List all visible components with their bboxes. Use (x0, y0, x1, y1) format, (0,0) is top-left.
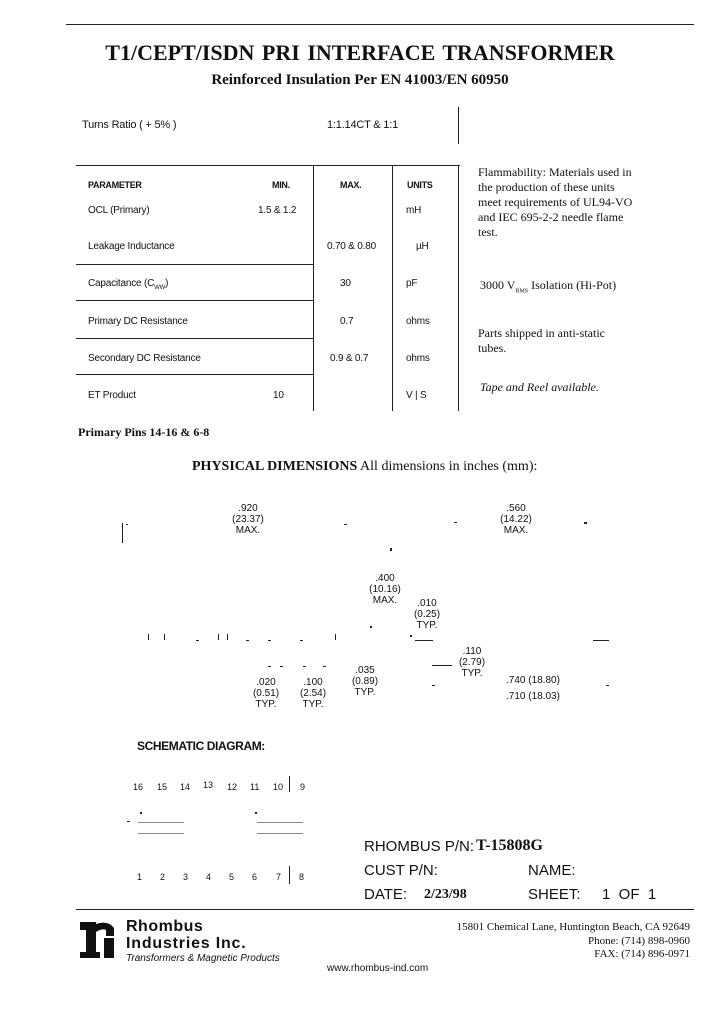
row-primary-dcr-max: 0.7 (340, 316, 354, 327)
drawing-mark (370, 626, 372, 628)
schematic-heading: SCHEMATIC DIAGRAM: (137, 739, 265, 753)
row-leakage-units: µH (416, 241, 429, 252)
drawing-mark (268, 666, 271, 667)
row-et-product-min: 10 (273, 390, 284, 401)
row-primary-dcr-units: ohms (406, 316, 430, 327)
dimensions-heading: PHYSICAL DIMENSIONS All dimensions in inches (mm): (192, 459, 538, 474)
schematic-mark (255, 812, 257, 814)
drawing-mark (122, 523, 123, 543)
drawing-mark (323, 666, 326, 667)
row-divider (76, 338, 313, 339)
part-number-value: T-15808G (476, 837, 543, 854)
dim-010: .010 (0.25) TYP. (413, 598, 441, 631)
pin-label: 10 (273, 782, 284, 792)
page-title: T1/CEPT/ISDN PRI INTERFACE TRANSFORMER (105, 40, 615, 65)
turns-divider (458, 107, 459, 144)
drawing-mark (280, 666, 283, 667)
drawing-mark (303, 666, 306, 667)
drawing-mark (164, 634, 165, 640)
schematic-mark (127, 821, 130, 822)
top-rule (66, 24, 694, 25)
row-divider (76, 374, 313, 375)
table-max-col-right (392, 165, 393, 411)
dim-400: .400 (10.16) MAX. (369, 573, 401, 606)
drawing-mark (606, 685, 609, 686)
schematic-mark (257, 833, 303, 834)
drawing-mark (196, 640, 199, 641)
sheet-value: 1 OF 1 (602, 886, 657, 903)
table-right-rule (458, 165, 459, 411)
pin-label: 3 (183, 872, 189, 882)
company-fax: FAX: (714) 896-0971 (594, 948, 690, 960)
dim-920: .920 (23.37) MAX. (232, 503, 264, 536)
primary-pins-note: Primary Pins 14-16 & 6-8 (78, 425, 210, 439)
pin-label: 9 (300, 782, 306, 792)
header-max: MAX. (340, 180, 362, 190)
row-leakage-max: 0.70 & 0.80 (327, 241, 376, 252)
row-secondary-dcr-parameter: Secondary DC Resistance (88, 353, 201, 364)
pin-label: 11 (250, 782, 260, 792)
schematic-mark (140, 812, 142, 814)
company-address: 15801 Chemical Lane, Huntington Beach, CA 92649 (456, 921, 690, 933)
page-subtitle: Reinforced Insulation Per EN 41003/EN 60950 (211, 72, 509, 88)
row-secondary-dcr-max: 0.9 & 0.7 (330, 353, 369, 364)
header-min: MIN. (272, 180, 290, 190)
table-max-col-left (313, 165, 314, 411)
drawing-mark (593, 640, 609, 641)
drawing-mark (227, 634, 228, 640)
drawing-mark (584, 522, 587, 524)
drawing-mark (246, 640, 249, 641)
drawing-mark (454, 522, 457, 523)
drawing-mark (268, 640, 271, 641)
drawing-mark (415, 640, 433, 641)
date-label: DATE: (364, 886, 408, 903)
company-tagline: Transformers & Magnetic Products (126, 953, 280, 964)
dim-110: .110 (2.79) TYP. (458, 646, 486, 679)
dim-710: .710 (18.03) (506, 691, 560, 702)
note-flammability: Flammability: Materials used in the production of these units meet requirements of UL94-VO and IEC 695-2-2 needle flame test. (478, 165, 633, 239)
cust-pn-label: CUST P/N: (364, 862, 438, 879)
turns-ratio-value: 1:1.14CT & 1:1 (327, 119, 398, 131)
sheet-label: SHEET: (528, 886, 581, 903)
drawing-mark (410, 635, 412, 637)
schematic-mark (289, 776, 290, 792)
row-capacitance-max: 30 (340, 278, 351, 289)
row-et-product-units: V | S (406, 390, 427, 401)
part-number-label: RHOMBUS P/N: (364, 838, 475, 855)
pin-label: 2 (160, 872, 166, 882)
schematic-mark (257, 822, 303, 823)
dim-100: .100 (2.54) TYP. (299, 677, 327, 710)
row-primary-dcr-parameter: Primary DC Resistance (88, 316, 188, 327)
pin-label: 14 (180, 782, 191, 792)
row-leakage-parameter: Leakage Inductance (88, 241, 175, 252)
drawing-mark (126, 524, 128, 525)
pin-label: 4 (206, 872, 212, 882)
row-capacitance-units: pF (406, 278, 418, 289)
titleblock-rule (76, 909, 694, 910)
drawing-mark (218, 634, 219, 640)
drawing-mark (432, 665, 452, 666)
row-et-product-parameter: ET Product (88, 390, 136, 401)
name-label: NAME: (528, 862, 576, 879)
pin-label: 16 (133, 782, 144, 792)
row-ocl-units: mH (406, 205, 422, 216)
schematic-mark (138, 822, 184, 823)
row-divider (76, 264, 313, 265)
company-name: Rhombus (126, 918, 204, 935)
schematic-mark (138, 833, 184, 834)
rhombus-logo-icon (78, 918, 118, 962)
pin-label: 8 (299, 872, 305, 882)
row-secondary-dcr-units: ohms (406, 353, 430, 364)
drawing-mark (300, 640, 303, 641)
row-divider (76, 300, 313, 301)
company-website[interactable]: www.rhombus-ind.com (327, 963, 429, 974)
dim-020: .020 (0.51) TYP. (252, 677, 280, 710)
pin-label: 12 (227, 782, 238, 792)
company-phone: Phone: (714) 898-0960 (587, 935, 690, 947)
note-parts: Parts shipped in anti-static tubes. (478, 326, 605, 355)
pin-label: 5 (229, 872, 235, 882)
header-units: UNITS (407, 180, 433, 190)
table-top-rule (76, 165, 460, 166)
pin-label: 7 (276, 872, 282, 882)
drawing-mark (335, 634, 336, 640)
dim-740: .740 (18.80) (506, 675, 560, 686)
drawing-mark (344, 524, 347, 525)
company-name-line2: Industries Inc. (126, 935, 247, 952)
header-parameter: PARAMETER (88, 180, 142, 190)
turns-ratio-label: Turns Ratio ( + 5% ) (82, 119, 177, 131)
row-capacitance-parameter: Capacitance $(C_{WW})$ (88, 278, 169, 291)
note-isolation: 3000 $V_{RMS}$ Isolation (Hi-Pot) (480, 278, 617, 295)
pin-label: 6 (252, 872, 258, 882)
pin-label: 1 (137, 872, 143, 882)
schematic-mark (289, 866, 290, 884)
drawing-mark (432, 685, 435, 686)
date-value: 2/23/98 (424, 887, 467, 902)
row-ocl-min: 1.5 & 1.2 (258, 205, 297, 216)
dim-560: .560 (14.22) MAX. (500, 503, 532, 536)
company-logo (78, 918, 118, 962)
dim-035: .035 (0.89) TYP. (351, 665, 379, 698)
drawing-mark (148, 634, 149, 640)
note-tape-reel: Tape and Reel available. (480, 380, 599, 394)
pin-label: 15 (157, 782, 168, 792)
row-ocl-parameter: OCL (Primary) (88, 205, 150, 216)
drawing-mark (390, 548, 392, 551)
pin-label: 13 (203, 780, 214, 790)
